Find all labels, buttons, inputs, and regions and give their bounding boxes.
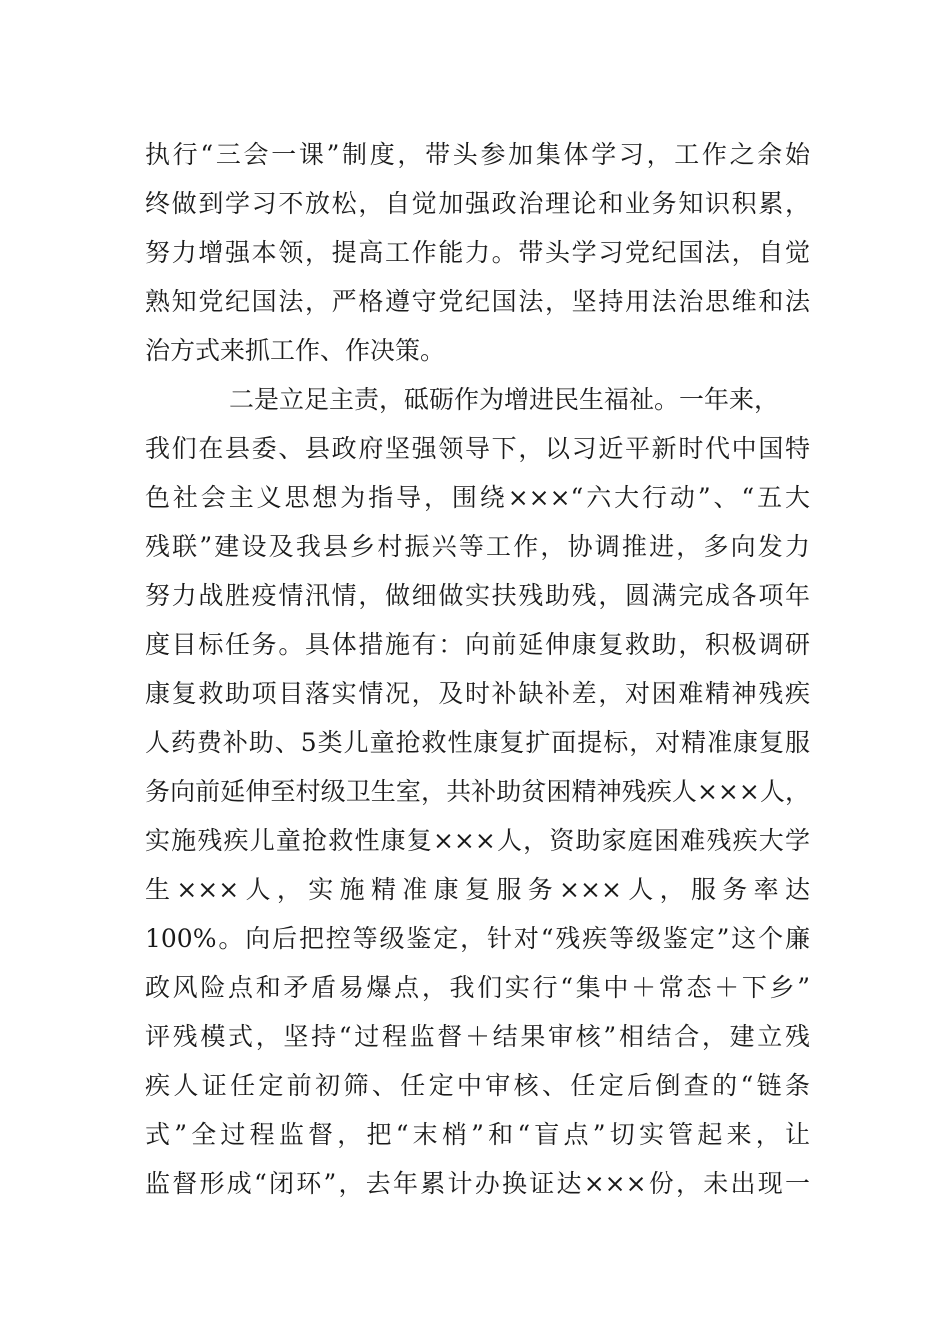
text-line: 残联”建设及我县乡村振兴等工作，协调推进，多向发力 xyxy=(145,532,810,561)
text-line: 式”全过程监督，把“末梢”和“盲点”切实管起来，让 xyxy=(145,1120,810,1149)
text-line: 努力增强本领，提高工作能力。带头学习党纪国法，自觉 xyxy=(145,238,810,267)
text-line: 努力战胜疫情汛情，做细做实扶残助残，圆满完成各项年 xyxy=(145,581,810,610)
text-line: 务向前延伸至村级卫生室，共补助贫困精神残疾人×××人， xyxy=(145,777,810,806)
paragraph-start-line: 二是立足主责，砥砺作为增进民生福祉。一年来， xyxy=(229,385,780,414)
text-line: 人药费补助、5类儿童抢救性康复扩面提标，对精准康复服 xyxy=(145,728,810,757)
text-line: 疾人证任定前初筛、任定中审核、任定后倒查的“链条 xyxy=(145,1071,810,1100)
text-line: 治方式来抓工作、作决策。 xyxy=(145,336,446,365)
text-line: 执行“三会一课”制度，带头参加集体学习，工作之余始 xyxy=(145,140,810,169)
text-line: 政风险点和矛盾易爆点，我们实行“集中＋常态＋下乡” xyxy=(145,973,810,1002)
text-line: 实施残疾儿童抢救性康复×××人，资助家庭困难残疾大学 xyxy=(145,826,810,855)
text-line: 监督形成“闭环”，去年累计办换证达×××份，未出现一 xyxy=(145,1169,810,1198)
text-line: 熟知党纪国法，严格遵守党纪国法，坚持用法治思维和法 xyxy=(145,287,810,316)
text-line: 度目标任务。具体措施有：向前延伸康复救助，积极调研 xyxy=(145,630,810,659)
text-line: 我们在县委、县政府坚强领导下，以习近平新时代中国特 xyxy=(145,434,810,463)
text-line: 终做到学习不放松，自觉加强政治理论和业务知识积累， xyxy=(145,189,810,218)
text-line: 生×××人，实施精准康复服务×××人，服务率达 xyxy=(145,875,810,904)
text-line: 100%。向后把控等级鉴定，针对“残疾等级鉴定”这个廉 xyxy=(145,924,810,953)
body-text xyxy=(145,130,810,1208)
text-line: 评残模式，坚持“过程监督＋结果审核”相结合，建立残 xyxy=(145,1022,810,1051)
text-line: 色社会主义思想为指导，围绕×××“六大行动”、“五大 xyxy=(145,483,810,512)
text-line: 康复救助项目落实情况，及时补缺补差，对困难精神残疾 xyxy=(145,679,810,708)
